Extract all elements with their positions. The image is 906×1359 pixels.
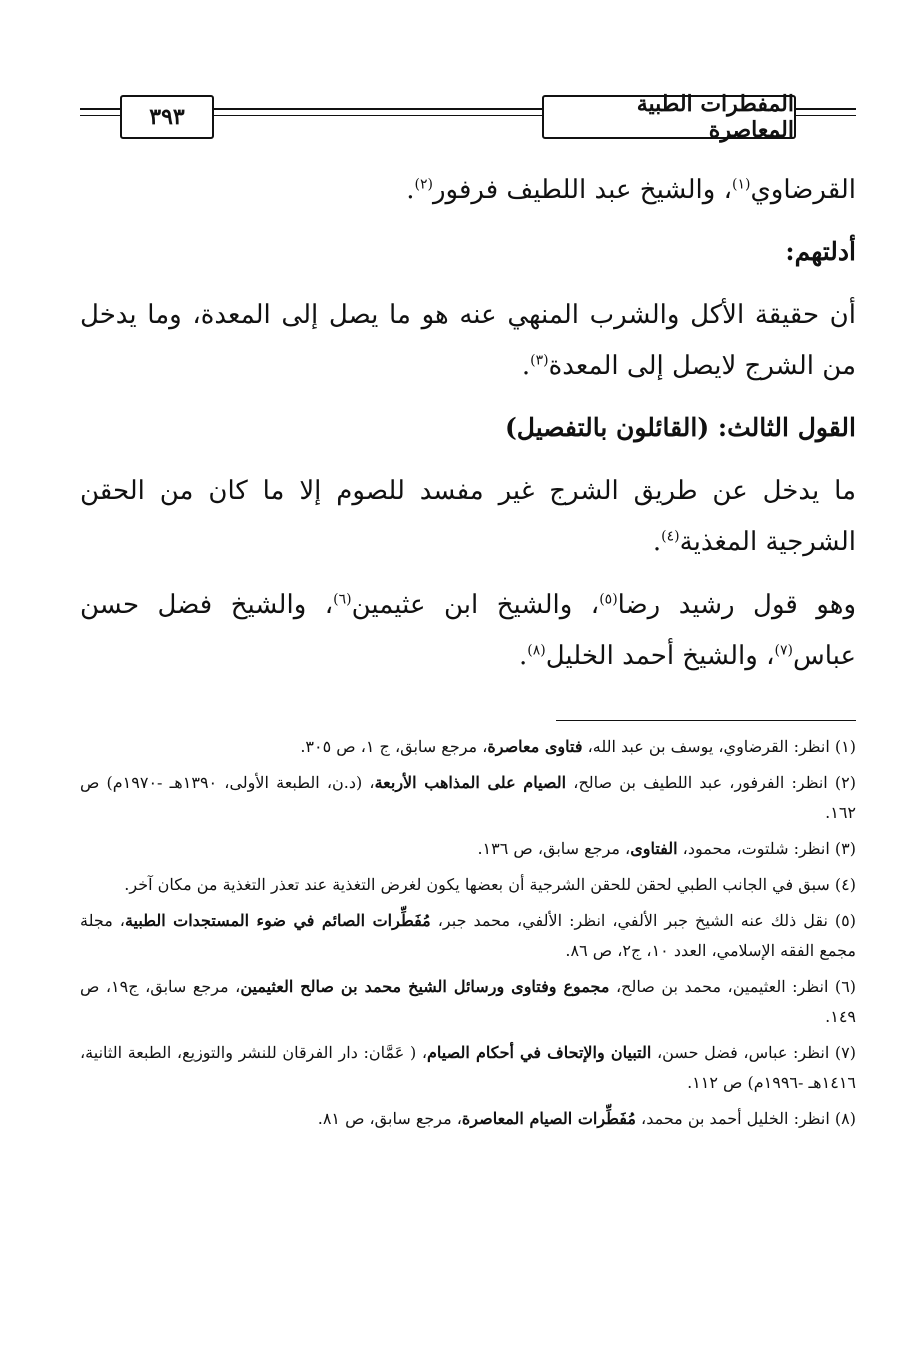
paragraph-4: وهو قول رشيد رضا$^{(٥)}$، والشيخ ابن عثيمين$^{(٦)}$، والشيخ فضل حسن عباس$^{(٧)}$، والشيخ أحمد الخليل$^{(٨)}$. (80, 590, 857, 671)
footnote-5: (٥) نقل ذلك عنه الشيخ جبر الألفي، انظر: الألفي، محمد جبر، مُفَطِّرات الصائم في ضوء المستجدات الطبية، مجلة مجمع الفقه الإسلامي، العدد ١٠، ج٢، ص ٨٦. (80, 911, 857, 960)
heading-third-opinion: القول الثالث: (القائلون بالتفصيل) (504, 413, 856, 442)
footnote-ref-4[interactable]: (٤) (661, 528, 680, 545)
footnote-ref-1[interactable]: (١) (731, 176, 751, 193)
paragraph-3: ما يدخل عن طريق الشرج غير مفسد للصوم إلا ما كان من الحقن الشرجية المغذية$^{(٤)}$. (80, 476, 856, 557)
footnote-separator (556, 720, 856, 721)
footnote-6: (٦) انظر: العثيمين، محمد بن صالح، مجموع وفتاوى ورسائل الشيخ محمد بن صالح العثيمين، مرجع سابق، ج١٩، ص ١٤٩. (80, 977, 857, 1026)
footnote-3: (٣) انظر: شلتوت، محمود، الفتاوى، مرجع سابق، ص ١٣٦. (477, 839, 856, 858)
footnote-7: (٧) انظر: عباس، فضل حسن، التبيان والإتحاف في أحكام الصيام، ( عَمَّان: دار الفرقان للنشر والتوزيع، الطبعة الثانية، ١٤١٦هـ -١٩٩٦م) ص ١١٢. (80, 1043, 857, 1092)
page-number: ٣٩٣ (120, 95, 214, 139)
paragraph-1: القرضاوي$^{(١)}$، والشيخ عبد اللطيف فرفور$^{(٢)}$. (406, 175, 856, 205)
main-text (80, 165, 856, 694)
paragraph-2: أن حقيقة الأكل والشرب المنهي عنه هو ما يصل إلى المعدة، وما يدخل من الشرج لايصل إلى المعدة$^{(٣)}$. (80, 300, 856, 381)
page-header (80, 80, 856, 150)
footnote-ref-3[interactable]: (٣) (530, 352, 549, 369)
footnote-1: (١) انظر: القرضاوي، يوسف بن عبد الله، فتاوى معاصرة، مرجع سابق، ج ١، ص ٣٠٥. (300, 737, 856, 756)
footnote-4: (٤) سبق في الجانب الطبي لحقن للحقن الشرجية أن بعضها يكون لغرض التغذية عند تعذر التغذية من مكان آخر. (124, 875, 856, 894)
footnote-ref-5[interactable]: (٥) (599, 591, 618, 608)
heading-evidence: أدلتهم: (785, 237, 856, 266)
footnote-ref-2[interactable]: (٢) (414, 176, 433, 193)
running-title: المفطرات الطبية المعاصرة (542, 95, 796, 139)
footnote-2: (٢) انظر: الفرفور، عبد اللطيف بن صالح، الصيام على المذاهب الأربعة، (د.ن، الطبعة الأولى، ١٣٩٠هـ -١٩٧٠م) ص ١٦٢. (80, 773, 857, 822)
footnotes (80, 732, 856, 1140)
footnote-ref-6[interactable]: (٦) (333, 591, 352, 608)
footnote-8: (٨) انظر: الخليل أحمد بن محمد، مُفَطِّرات الصيام المعاصرة، مرجع سابق، ص ٨١. (317, 1109, 856, 1128)
footnote-ref-7[interactable]: (٧) (774, 642, 793, 659)
footnote-ref-8[interactable]: (٨) (527, 642, 546, 659)
